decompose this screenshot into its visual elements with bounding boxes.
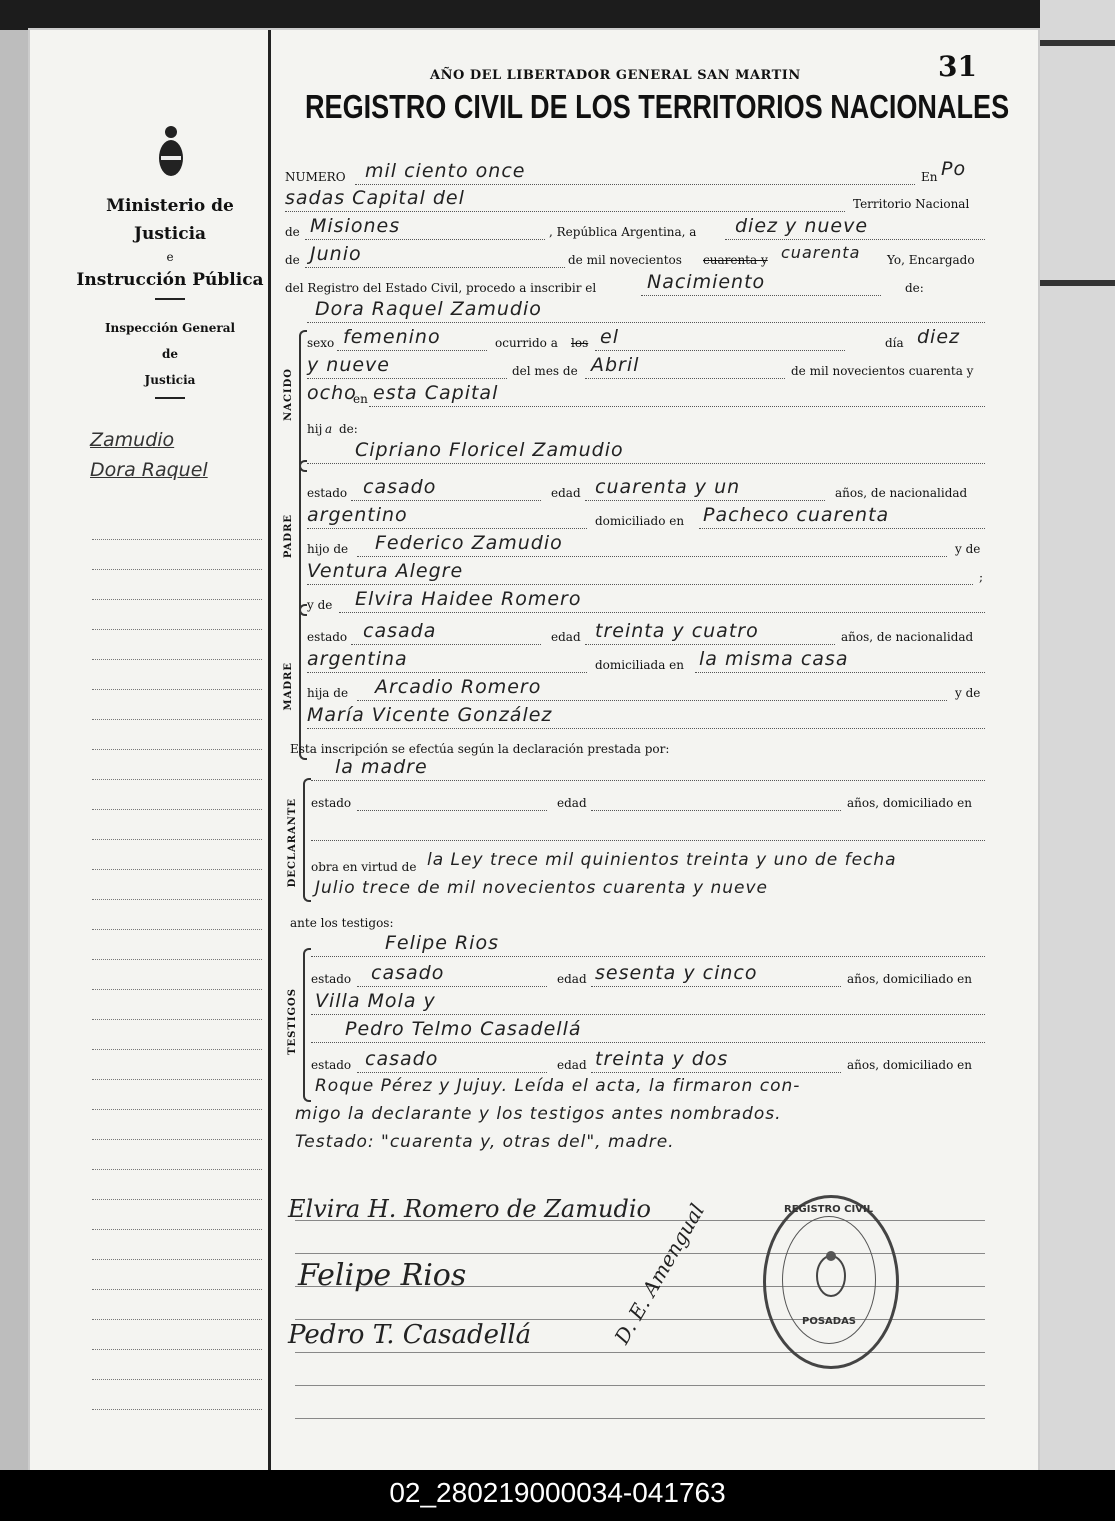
- witness2-dom-label: años, domiciliado en: [847, 1058, 972, 1072]
- father-edad-label: edad: [551, 486, 581, 500]
- republica-label: , República Argentina, a: [549, 225, 697, 239]
- witness2-name-value: Pedro Telmo Casadellá: [345, 1018, 582, 1040]
- sexo-label: sexo: [307, 336, 335, 350]
- father-nac-label: años, de nacionalidad: [835, 486, 968, 500]
- law-value: la Ley trece mil quinientos treinta y uno de fecha: [427, 850, 897, 870]
- ministry-line-2: Instrucción Pública: [76, 270, 264, 290]
- paternal-grandmother-value: Ventura Alegre: [307, 560, 464, 582]
- witness2-estado-label: estado: [311, 1058, 352, 1072]
- milnov-label: de mil novecientos: [568, 253, 682, 267]
- mother-nationality-value: argentina: [307, 648, 408, 670]
- mother-estado-label: estado: [307, 630, 348, 644]
- declarant-dom-label: años, domiciliado en: [847, 796, 972, 810]
- signature-witness1: Felipe Rios: [298, 1258, 467, 1293]
- birth-day-cont-value: y nueve: [307, 354, 390, 376]
- ministry-line-1: Ministerio de Justicia: [106, 196, 234, 244]
- declarant-estado-label: estado: [311, 796, 352, 810]
- mother-status-value: casada: [363, 620, 437, 642]
- maternal-grandfather-value: Arcadio Romero: [375, 676, 542, 698]
- de2-label: de: [285, 253, 300, 267]
- signature-mother: Elvira H. Romero de Zamudio: [288, 1195, 651, 1223]
- father-yde-label: y de: [955, 542, 981, 556]
- inspection-heading: [70, 315, 270, 403]
- witness1-address-value: Villa Mola y: [315, 990, 436, 1012]
- numero-value: mil ciento once: [365, 160, 526, 182]
- seal-text-city: POSADAS: [802, 1316, 857, 1327]
- los-struck: los: [571, 336, 589, 350]
- signature-witness2: Pedro T. Casadellá: [288, 1320, 532, 1350]
- margin-given-names: Dora Raquel: [90, 459, 208, 481]
- witness2-edad-label: edad: [557, 1058, 587, 1072]
- father-nationality-value: argentino: [307, 504, 408, 526]
- place-value: sadas Capital del: [285, 187, 465, 209]
- registro-label: del Registro del Estado Civil, procedo a inscribir el: [285, 281, 597, 295]
- inscripcion-label: Esta inscripción se efectúa según la declaración prestada por:: [290, 742, 670, 756]
- margin-dotted-lines: [92, 510, 262, 1410]
- witness1-edad-label: edad: [557, 972, 587, 986]
- struck-text: cuarenta y: [703, 253, 768, 267]
- father-name-value: Cipriano Floricel Zamudio: [355, 439, 624, 461]
- birth-place-value: esta Capital: [373, 382, 499, 404]
- hijo-de-label: de:: [339, 422, 358, 436]
- year-value: cuarenta: [781, 243, 861, 262]
- mother-yde-label: y de: [307, 598, 333, 612]
- margin-note: [90, 425, 270, 485]
- mother-nac-label: años, de nacionalidad: [841, 630, 974, 644]
- witness2-address-value: Roque Pérez y Jujuy. Leída el acta, la firmaron con-: [315, 1076, 801, 1096]
- father-hijode-label: hijo de: [307, 542, 349, 556]
- father-dom-label: domiciliado en: [595, 514, 685, 528]
- mother-age-value: treinta y cuatro: [595, 620, 759, 642]
- register-page: [30, 30, 1038, 1470]
- witness1-name-value: Felipe Rios: [385, 932, 499, 954]
- year-line: AÑO DEL LIBERTADOR GENERAL SAN MARTIN: [430, 68, 801, 83]
- dia-label: día: [885, 336, 904, 350]
- witness1-status-value: casado: [371, 962, 445, 984]
- obra-label: obra en virtud de: [311, 860, 417, 874]
- territorio-label: Territorio Nacional: [853, 197, 970, 211]
- occurred-value: el: [600, 326, 619, 348]
- nacido-side-label: NACIDO: [283, 368, 294, 421]
- witness2-status-value: casado: [365, 1048, 439, 1070]
- law-date-value: Julio trece de mil novecientos cuarenta y nueve: [315, 878, 768, 898]
- closing-line-1: migo la declarante y los testigos antes nombrados.: [295, 1104, 782, 1124]
- ministry-conjunction: e: [166, 250, 174, 264]
- testigos-side-label: TESTIGOS: [287, 988, 298, 1055]
- left-column: [30, 30, 268, 1470]
- madre-side-label: MADRE: [283, 662, 294, 711]
- ocurrido-label: ocurrido a: [495, 336, 558, 350]
- de3-label: de:: [905, 281, 924, 295]
- ministry-heading: [70, 192, 270, 304]
- seal-text-top: REGISTRO CIVIL: [784, 1204, 874, 1215]
- act-type-value: Nacimiento: [647, 271, 766, 293]
- mesde-label: del mes de: [512, 364, 578, 378]
- en-value: Po: [941, 158, 967, 180]
- father-address-value: Pacheco cuarenta: [703, 504, 890, 526]
- day-value: diez y nueve: [735, 215, 869, 237]
- mother-name-value: Elvira Haidee Romero: [355, 588, 582, 610]
- witness1-age-value: sesenta y cinco: [595, 962, 758, 984]
- image-id-footer: 02_280219000034-041763: [0, 1470, 1115, 1521]
- milnov2-label: de mil novecientos cuarenta y: [791, 364, 974, 378]
- mother-address-value: la misma casa: [699, 648, 849, 670]
- en-label: En: [921, 170, 938, 184]
- official-seal: [763, 1195, 899, 1369]
- declarante-side-label: DECLARANTE: [287, 798, 298, 888]
- birth-month-value: Abril: [591, 354, 640, 376]
- numero-label: NUMERO: [285, 170, 346, 184]
- inspection-line-3: Justicia: [144, 373, 196, 387]
- closing-line-2: Testado: "cuarenta y, otras del", madre.: [295, 1132, 675, 1152]
- mother-edad-label: edad: [551, 630, 581, 644]
- mother-hijade-label: hija de: [307, 686, 349, 700]
- mother-dom-label: domiciliada en: [595, 658, 684, 672]
- month-value: Junio: [310, 243, 362, 265]
- maternal-grandmother-value: María Vicente González: [307, 704, 553, 726]
- father-age-value: cuarenta y un: [595, 476, 741, 498]
- coat-of-arms-icon: [158, 120, 184, 180]
- book-spine: [0, 30, 30, 1470]
- witness1-estado-label: estado: [311, 972, 352, 986]
- birth-year-value: ocho: [307, 382, 357, 404]
- en2-label: en: [353, 392, 368, 406]
- birth-day-value: diez: [917, 326, 961, 348]
- hijo-suffix: a: [325, 422, 333, 436]
- padre-side-label: PADRE: [283, 514, 294, 559]
- territory-value: Misiones: [310, 215, 401, 237]
- hijo-label: hij: [307, 422, 323, 436]
- father-estado-label: estado: [307, 486, 348, 500]
- inspection-line-2: de: [161, 347, 179, 361]
- page-title: REGISTRO CIVIL DE LOS TERRITORIOS NACIONALES: [305, 88, 1010, 125]
- declarant-edad-label: edad: [557, 796, 587, 810]
- father-semicolon: ;: [979, 570, 984, 584]
- paternal-grandfather-value: Federico Zamudio: [375, 532, 563, 554]
- mother-yde2-label: y de: [955, 686, 981, 700]
- ante-label: ante los testigos:: [290, 916, 394, 930]
- background-right: [1040, 0, 1115, 1470]
- inspection-line-1: Inspección General: [104, 321, 236, 335]
- declarant-value: la madre: [335, 756, 428, 778]
- column-divider: [268, 30, 271, 1470]
- page-number: 31: [938, 50, 977, 83]
- margin-surname: Zamudio: [90, 429, 175, 451]
- father-status-value: casado: [363, 476, 437, 498]
- seal-emblem-icon: [811, 1248, 851, 1304]
- sex-value: femenino: [343, 326, 441, 348]
- de-label: de: [285, 225, 300, 239]
- yo-label: Yo, Encargado: [887, 253, 975, 267]
- witness1-dom-label: años, domiciliado en: [847, 972, 972, 986]
- witness2-age-value: treinta y dos: [595, 1048, 729, 1070]
- signature-official: D. E. Amengual: [609, 1199, 710, 1348]
- child-name-value: Dora Raquel Zamudio: [315, 298, 542, 320]
